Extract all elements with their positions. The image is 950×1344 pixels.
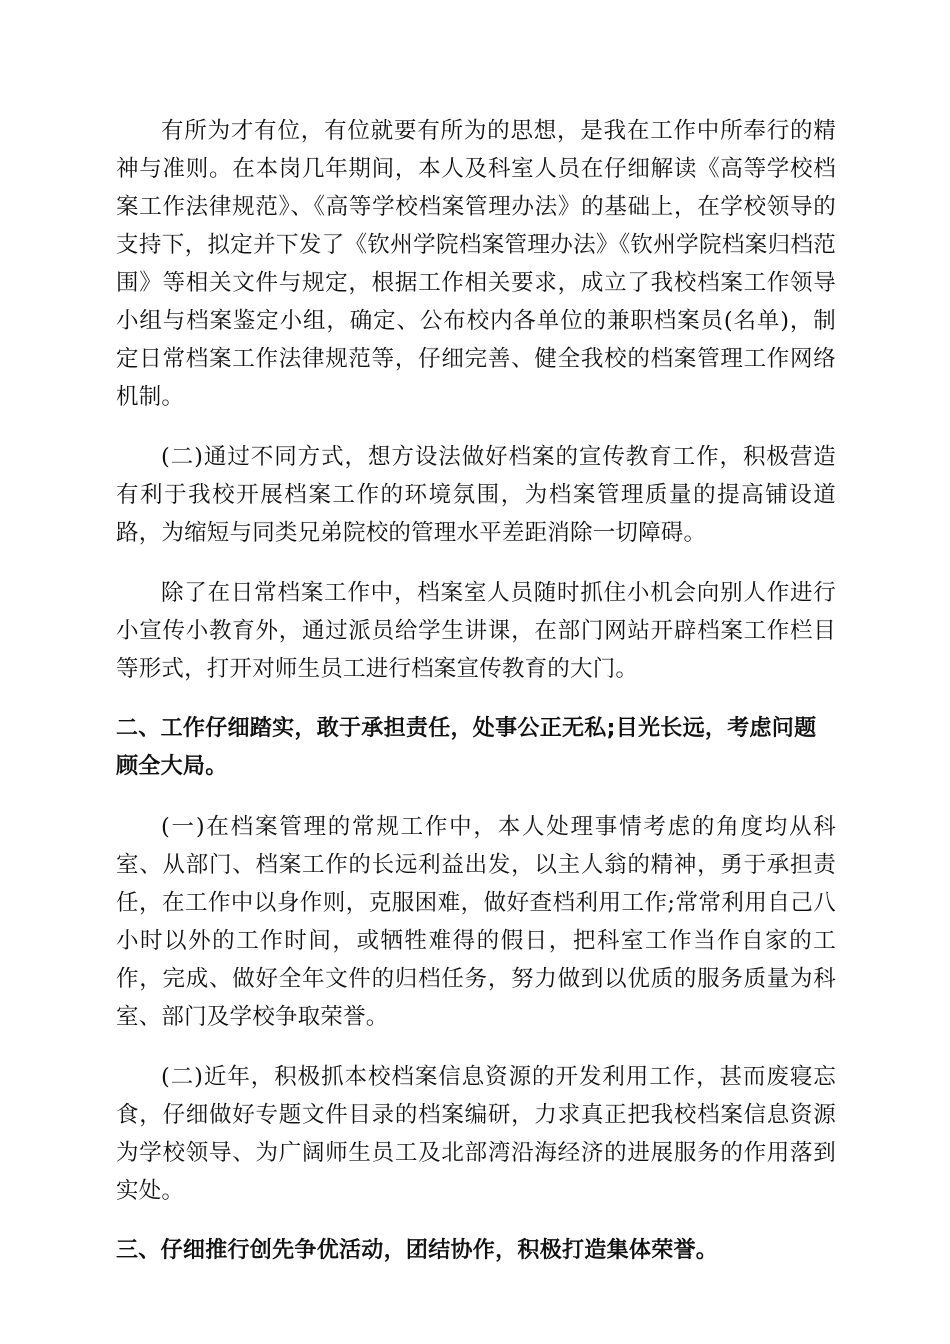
- paragraph-principles: 有所为才有位，有位就要有所为的思想，是我在工作中所奉行的精神与准则。在本岗几年期间，本人及科室人员在仔细解读《高等学校档案工作法律规范》、《高等学校档案管理办法》的基础上，在学校领导的支持下，拟定并下发了《钦州学院档案管理办法》《钦州学院档案归档范围》等相关文件与规定，根据工作相关要求，成立了我校档案工作领导小组与档案鉴定小组，确定、公布校内各单位的兼职档案员(名单)，制定日常档案工作法律规范等，仔细完善、健全我校的档案管理工作网络机制。: [116, 118, 836, 410]
- section-heading-3: 三、仔细推行创先争优活动，团结协作，积极打造集体荣誉。: [116, 1238, 719, 1263]
- paragraph-resources: (二)近年，积极抓本校档案信息资源的开发利用工作，甚而废寝忘食，仔细做好专题文件目录的档案编研，力求真正把我校档案信息资源为学校领导、为广阔师生员工及北部湾沿海经济的进展服务的作用落到实处。: [116, 1064, 836, 1204]
- paragraph-routine-work: (一)在档案管理的常规工作中，本人处理事情考虑的角度均从科室、从部门、档案工作的长远利益出发，以主人翁的精神，勇于承担责任，在工作中以身作则，克服困难，做好查档利用工作;常常利用自己八小时以外的工作时间，或牺牲难得的假日，把科室工作当作自家的工作，完成、做好全年文件的归档任务，努力做到以优质的服务质量为科室、部门及学校争取荣誉。: [116, 814, 836, 1030]
- paragraph-education: 除了在日常档案工作中，档案室人员随时抓住小机会向别人作进行小宣传小教育外，通过派员给学生讲课，在部门网站开辟档案工作栏目等形式，打开对师生员工进行档案宣传教育的大门。: [116, 580, 836, 682]
- document-page: [116, 112, 836, 1270]
- paragraph-publicity: (二)通过不同方式，想方设法做好档案的宣传教育工作，积极营造有利于我校开展档案工作的环境氛围，为档案管理质量的提高铺设道路，为缩短与同类兄弟院校的管理水平差距消除一切障碍。: [116, 444, 836, 546]
- section-heading-2: 二、工作仔细踏实，敢于承担责任，处事公正无私;目光长远，考虑问题顾全大局。: [116, 716, 817, 779]
